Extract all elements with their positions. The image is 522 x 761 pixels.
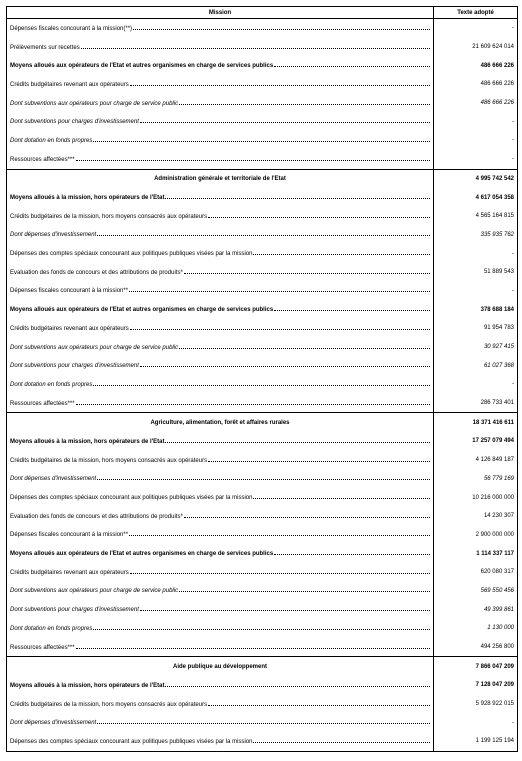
dot-leader	[253, 737, 430, 743]
table-row	[7, 488, 518, 507]
row-value: 1 114 337 117	[434, 544, 518, 563]
row-label-cell: Aide publique au développement	[7, 657, 434, 676]
row-value: 4 565 164 815	[434, 207, 518, 226]
row-label-cell	[7, 713, 434, 732]
row-label-cell	[7, 582, 434, 601]
row-label: Moyens alloués à la mission, hors opérateurs de l'Etat	[10, 682, 165, 689]
row-label: Dont dépenses d'investissement	[10, 720, 97, 727]
dot-leader	[140, 361, 430, 367]
row-label-cell	[7, 600, 434, 619]
table-row	[7, 207, 518, 226]
dot-leader	[184, 512, 430, 518]
row-label: Prélèvements sur recettes	[10, 44, 80, 51]
row-label: Moyens alloués à la mission, hors opérateurs de l'Etat	[10, 438, 165, 445]
row-value: -	[434, 150, 518, 169]
table-row	[7, 544, 518, 563]
row-label: Dont dépenses d'investissement	[10, 476, 97, 483]
dot-leader	[130, 568, 430, 574]
row-value: 494 256 800	[434, 638, 518, 657]
row-label: Ressources affectées***	[10, 156, 75, 163]
table-row	[7, 600, 518, 619]
row-value: 14 230 307	[434, 507, 518, 526]
column-header-mission: Mission	[7, 7, 434, 19]
section-header-row	[7, 169, 518, 188]
table-row	[7, 676, 518, 695]
row-label-cell	[7, 451, 434, 470]
row-value: 17 257 079 494	[434, 432, 518, 451]
table-row	[7, 244, 518, 263]
dot-leader	[76, 643, 430, 649]
row-label: Dont subventions aux opérateurs pour charge de service public	[10, 588, 179, 595]
row-label-cell	[7, 338, 434, 357]
dot-leader	[81, 43, 430, 49]
row-label: Ressources affectées***	[10, 400, 75, 407]
row-label-cell	[7, 507, 434, 526]
dot-leader	[165, 437, 430, 443]
row-value: 4 995 742 542	[434, 169, 518, 188]
row-value: 56 779 169	[434, 470, 518, 489]
row-label-cell: Agriculture, alimentation, forêt et affaires rurales	[7, 413, 434, 432]
dot-leader	[208, 700, 430, 706]
row-value: 1 130 000	[434, 619, 518, 638]
table-row	[7, 38, 518, 57]
row-label-cell	[7, 695, 434, 714]
table-row	[7, 300, 518, 319]
row-label-cell	[7, 638, 434, 657]
row-label-cell: Administration générale et territoriale de l'Etat	[7, 169, 434, 188]
table-row	[7, 432, 518, 451]
row-label-cell	[7, 94, 434, 113]
row-label: Moyens alloués aux opérateurs de l'Etat et autres organismes en charge de services publics	[10, 551, 274, 558]
row-label-cell	[7, 131, 434, 150]
row-label-cell	[7, 488, 434, 507]
row-label-cell	[7, 356, 434, 375]
row-label: Moyens alloués à la mission, hors opérateurs de l'Etat	[10, 195, 165, 202]
dot-leader	[130, 80, 430, 86]
table-row	[7, 638, 518, 657]
row-label: Dont dotation en fonds propres	[10, 381, 93, 388]
row-value: 91 954 783	[434, 319, 518, 338]
table-row	[7, 713, 518, 732]
row-value: 335 935 762	[434, 226, 518, 245]
section-header-row	[7, 413, 518, 432]
row-label-cell	[7, 226, 434, 245]
table-row	[7, 375, 518, 394]
row-label-cell	[7, 544, 434, 563]
dot-leader	[165, 193, 430, 199]
row-label-cell	[7, 319, 434, 338]
dot-leader	[97, 718, 430, 724]
row-label-cell	[7, 150, 434, 169]
row-value: 569 550 456	[434, 582, 518, 601]
row-label-cell	[7, 38, 434, 57]
row-value: 7 866 047 209	[434, 657, 518, 676]
dot-leader	[253, 249, 430, 255]
column-header-value: Texte adopté	[434, 7, 518, 19]
row-value: 2 900 000 000	[434, 526, 518, 545]
table-row	[7, 188, 518, 207]
table-row	[7, 338, 518, 357]
row-value: 1 199 125 194	[434, 732, 518, 751]
row-value: 21 609 624 014	[434, 38, 518, 57]
section-header-row	[7, 657, 518, 676]
row-label-cell	[7, 526, 434, 545]
table-row	[7, 356, 518, 375]
row-label: Dépenses des comptes spéciaux concourant aux politiques publiques visées par la mission	[10, 251, 253, 258]
table-row	[7, 131, 518, 150]
row-label: Moyens alloués aux opérateurs de l'Etat et autres organismes en charge de services publics	[10, 307, 274, 314]
table-row	[7, 619, 518, 638]
table-row	[7, 75, 518, 94]
row-label: Ressources affectées***	[10, 644, 75, 651]
row-value: 61 027 368	[434, 356, 518, 375]
row-label: Crédits budgétaires revenant aux opérateurs	[10, 569, 129, 576]
dot-leader	[93, 624, 430, 630]
row-value: -	[434, 282, 518, 301]
row-label-cell	[7, 263, 434, 282]
row-value: 486 666 226	[434, 56, 518, 75]
row-value: 620 080 317	[434, 563, 518, 582]
dot-leader	[129, 530, 430, 536]
row-label-cell	[7, 676, 434, 695]
table-header-row	[7, 7, 518, 19]
dot-leader	[140, 117, 430, 123]
dot-leader	[130, 324, 430, 330]
row-label: Dont dotation en fonds propres	[10, 625, 93, 632]
row-label: Dont subventions aux opérateurs pour charge de service public	[10, 100, 179, 107]
row-value: -	[434, 19, 518, 38]
row-label-cell	[7, 563, 434, 582]
dot-leader	[165, 681, 430, 687]
table-row	[7, 526, 518, 545]
row-label: Dont subventions pour charges d'investissement	[10, 119, 139, 126]
table-row	[7, 470, 518, 489]
row-value: 51 889 543	[434, 263, 518, 282]
dot-leader	[179, 586, 430, 592]
table-row	[7, 150, 518, 169]
row-label-cell	[7, 75, 434, 94]
row-value: 10 216 000 000	[434, 488, 518, 507]
row-value: 286 733 401	[434, 394, 518, 413]
row-value: -	[434, 375, 518, 394]
row-label-cell	[7, 282, 434, 301]
row-value: -	[434, 112, 518, 131]
dot-leader	[97, 474, 430, 480]
row-value: 4 617 054 358	[434, 188, 518, 207]
row-label-cell	[7, 188, 434, 207]
dot-leader	[179, 99, 430, 105]
row-value: 30 927 415	[434, 338, 518, 357]
row-label: Dont dotation en fonds propres	[10, 137, 93, 144]
table-row	[7, 282, 518, 301]
row-label-cell	[7, 244, 434, 263]
dot-leader	[140, 605, 430, 611]
row-label: Crédits budgétaires de la mission, hors moyens consacrés aux opérateurs	[10, 701, 208, 708]
row-value: 18 371 416 611	[434, 413, 518, 432]
dot-leader	[274, 549, 430, 555]
row-label-cell	[7, 375, 434, 394]
row-label: Dépenses fiscales concourant à la mission**	[10, 532, 129, 539]
table-row	[7, 19, 518, 38]
row-label: Crédits budgétaires de la mission, hors moyens consacrés aux opérateurs	[10, 213, 208, 220]
row-label-cell	[7, 732, 434, 751]
dot-leader	[253, 493, 430, 499]
row-label: Crédits budgétaires de la mission, hors moyens consacrés aux opérateurs	[10, 457, 208, 464]
row-value: 378 688 184	[434, 300, 518, 319]
row-value: 486 666 226	[434, 94, 518, 113]
table-row	[7, 226, 518, 245]
row-label-cell	[7, 207, 434, 226]
table-row	[7, 94, 518, 113]
row-label-cell	[7, 394, 434, 413]
row-label-cell	[7, 619, 434, 638]
table-row	[7, 263, 518, 282]
row-label: Crédits budgétaires revenant aux opérateurs	[10, 325, 129, 332]
row-value: 486 666 226	[434, 75, 518, 94]
row-label-cell	[7, 470, 434, 489]
row-label: Dépenses fiscales concourant à la mission**	[10, 288, 129, 295]
dot-leader	[76, 155, 430, 161]
row-value: 4 126 849 187	[434, 451, 518, 470]
dot-leader	[184, 268, 430, 274]
row-value: 49 399 861	[434, 600, 518, 619]
row-label: Crédits budgétaires revenant aux opérateurs	[10, 81, 129, 88]
row-label: Dépenses des comptes spéciaux concourant aux politiques publiques visées par la mission	[10, 738, 253, 745]
row-label: Dont subventions aux opérateurs pour charge de service public	[10, 344, 179, 351]
row-label: Dépenses des comptes spéciaux concourant aux politiques publiques visées par la mission	[10, 495, 253, 502]
row-label: Dont dépenses d'investissement	[10, 232, 97, 239]
dot-leader	[208, 212, 430, 218]
table-row	[7, 112, 518, 131]
dot-leader	[208, 456, 430, 462]
row-value: 7 128 047 209	[434, 676, 518, 695]
row-label: Dont subventions pour charges d'investissement	[10, 607, 139, 614]
dot-leader	[133, 24, 430, 30]
table-row	[7, 451, 518, 470]
dot-leader	[93, 136, 430, 142]
row-value: -	[434, 713, 518, 732]
row-label-cell	[7, 19, 434, 38]
table-row	[7, 319, 518, 338]
row-label-cell	[7, 56, 434, 75]
table-row	[7, 56, 518, 75]
dot-leader	[93, 380, 430, 386]
dot-leader	[274, 305, 430, 311]
row-label: Evaluation des fonds de concours et des attributions de produits*	[10, 513, 183, 520]
row-label: Moyens alloués aux opérateurs de l'Etat et autres organismes en charge de services publics	[10, 63, 274, 70]
table-row	[7, 394, 518, 413]
row-label: Dont subventions pour charges d'investissement	[10, 363, 139, 370]
row-value: -	[434, 244, 518, 263]
table-row	[7, 582, 518, 601]
row-label-cell	[7, 432, 434, 451]
row-label: Dépenses fiscales concourant à la mission(**)	[10, 25, 133, 32]
row-label-cell	[7, 300, 434, 319]
table-row	[7, 507, 518, 526]
dot-leader	[76, 399, 430, 405]
dot-leader	[274, 61, 430, 67]
budget-table	[6, 6, 518, 752]
dot-leader	[97, 230, 430, 236]
row-label: Evaluation des fonds de concours et des attributions de produits*	[10, 269, 183, 276]
table-row	[7, 732, 518, 751]
row-value: 5 928 922 015	[434, 695, 518, 714]
row-value: -	[434, 131, 518, 150]
row-label-cell	[7, 112, 434, 131]
dot-leader	[129, 286, 430, 292]
dot-leader	[179, 343, 430, 349]
table-body	[7, 19, 518, 752]
table-row	[7, 563, 518, 582]
table-row	[7, 695, 518, 714]
